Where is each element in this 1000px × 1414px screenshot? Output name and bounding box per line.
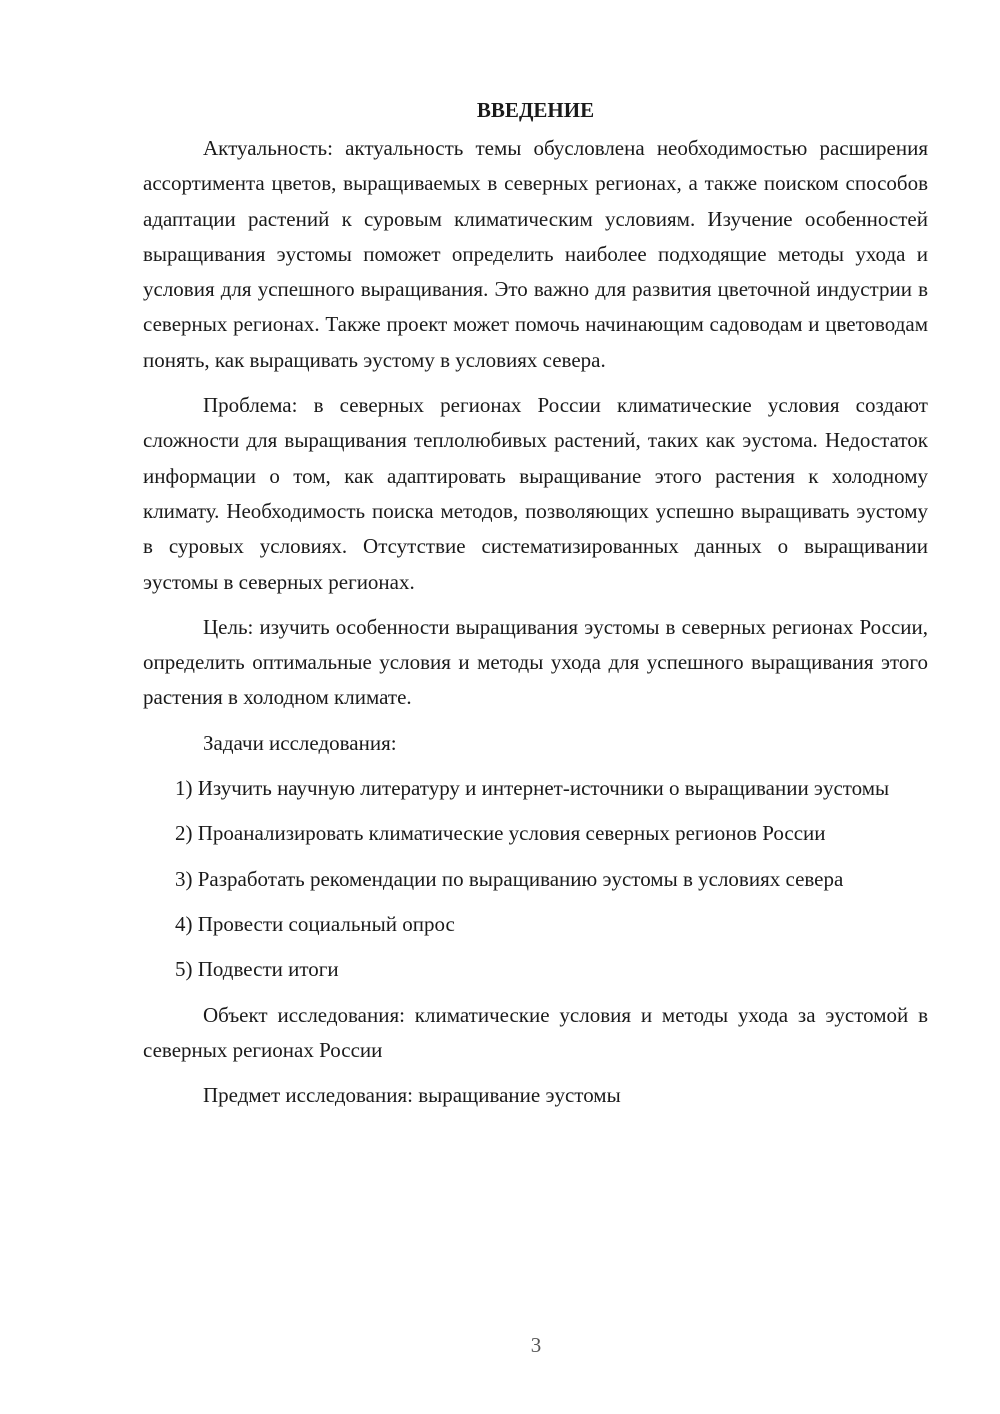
task-item-3: 3) Разработать рекомендации по выращиванию эустомы в условиях севера [175, 866, 844, 891]
task-item-4: 4) Провести социальный опрос [175, 911, 455, 936]
tasks-heading: Задачи исследования: [203, 730, 397, 755]
page-number: 3 [530, 1333, 542, 1357]
object-paragraph: Объект исследования: климатические условия и методы ухода за эустомой в северных регионах России [143, 1002, 928, 1062]
task-item-5: 5) Подвести итоги [175, 957, 339, 982]
relevance-paragraph: Актуальность: актуальность темы обусловлена необходимостью расширения ассортимента цветов, выращиваемых в северных регионах, а также поиском способов адаптации растений к суровым климатическим условиям. Изучение особенностей выращивания эустомы поможет определить наиболее подходящие методы ухода и условия для успешного выращивания. Это важно для развития цветочной индустрии в северных регионах. Также проект может помочь начинающим садоводам и цветоводам понять, как выращивать эустому в условиях севера. [143, 136, 928, 372]
task-item-1: 1) Изучить научную литературу и интернет-источники о выращивании эустомы [175, 776, 890, 801]
goal-paragraph: Цель: изучить особенности выращивания эустомы в северных регионах России, определить оптимальные условия и методы ухода для успешного выращивания этого растения в холодном климате. [143, 614, 928, 710]
page-title: ВВЕДЕНИЕ [476, 98, 595, 122]
subject-paragraph: Предмет исследования: выращивание эустомы [203, 1083, 621, 1108]
task-item-2: 2) Проанализировать климатические условия северных регионов России [175, 821, 826, 846]
problem-paragraph: Проблема: в северных регионах России климатические условия создают сложности для выращивания теплолюбивых растений, таких как эустома. Недостаток информации о том, как адаптировать выращивание этого растения к холодному климату. Необходимость поиска методов, позволяющих успешно выращивать эустому в суровых условиях. Отсутствие систематизированных данных о выращивании эустомы в северных регионах. [143, 393, 928, 594]
document-page [143, 95, 928, 1123]
